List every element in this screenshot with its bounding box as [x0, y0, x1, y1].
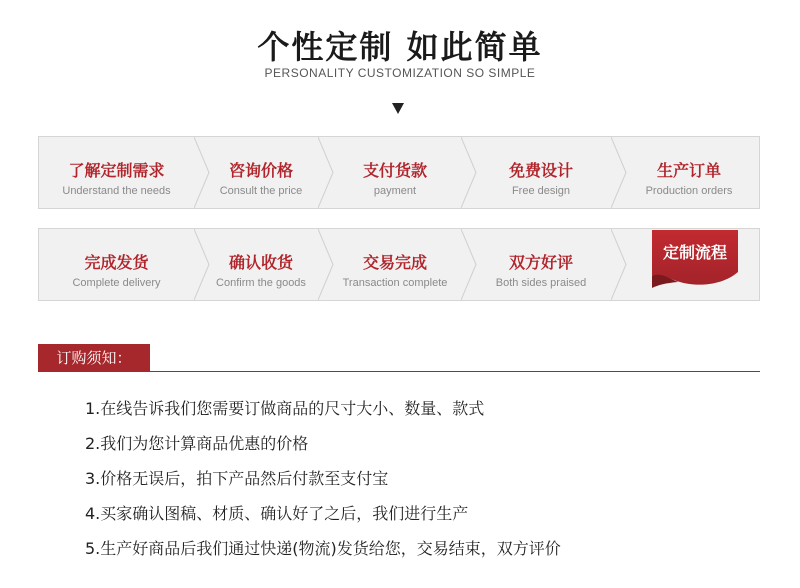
- step-complete-delivery: [39, 229, 194, 300]
- list-item: 2.我们为您计算商品优惠的价格: [85, 434, 309, 453]
- list-item: 5.生产好商品后我们通过快递(物流)发货给您，交易结束，双方评价: [85, 539, 561, 558]
- step-free-design: [473, 137, 609, 208]
- step-subtitle: Production orders: [645, 185, 733, 197]
- list-item: 3.价格无误后，拍下产品然后付款至支付宝: [85, 469, 389, 488]
- step-title: 支付货款: [362, 161, 427, 180]
- list-item: 1.在线告诉我们您需要订做商品的尺寸大小、数量、款式: [85, 399, 485, 418]
- step-subtitle: Both sides praised: [495, 277, 587, 289]
- step-subtitle: Free design: [511, 185, 571, 197]
- step-title: 确认收货: [228, 253, 293, 272]
- process-flow-badge: [652, 230, 738, 292]
- arrow-down-icon: [392, 103, 404, 114]
- process-row-1: [38, 136, 760, 209]
- step-title: 双方好评: [508, 253, 573, 272]
- step-subtitle: Complete delivery: [72, 277, 161, 289]
- step-title: 咨询价格: [228, 161, 293, 180]
- step-title: 完成发货: [84, 253, 149, 272]
- step-title: 了解定制需求: [68, 161, 165, 180]
- page-title: 个性定制 如此简单: [257, 28, 543, 66]
- step-subtitle: Understand the needs: [62, 185, 171, 197]
- chevron-right-icon: [611, 229, 627, 300]
- step-subtitle: Confirm the goods: [216, 277, 306, 289]
- step-production-orders: [619, 137, 759, 208]
- step-title: 免费设计: [508, 161, 573, 180]
- notice-tag: 订购须知：: [38, 344, 150, 372]
- badge-label: 定制流程: [662, 243, 727, 262]
- step-title: 生产订单: [656, 161, 721, 180]
- notice-list: [85, 398, 765, 573]
- step-payment: [329, 137, 461, 208]
- step-subtitle: Transaction complete: [342, 277, 448, 289]
- step-understand-needs: [39, 137, 194, 208]
- step-confirm-goods: [197, 229, 325, 300]
- page-subtitle: PERSONALITY CUSTOMIZATION SO SIMPLE: [264, 66, 536, 80]
- step-subtitle: payment: [373, 185, 417, 197]
- notice-divider: [38, 371, 760, 372]
- step-transaction-complete: [329, 229, 461, 300]
- step-consult-price: [197, 137, 325, 208]
- step-title: 交易完成: [362, 253, 427, 272]
- step-subtitle: Consult the price: [219, 185, 303, 197]
- step-both-praised: [473, 229, 609, 300]
- list-item: 4.买家确认图稿、材质、确认好了之后，我们进行生产: [85, 504, 469, 523]
